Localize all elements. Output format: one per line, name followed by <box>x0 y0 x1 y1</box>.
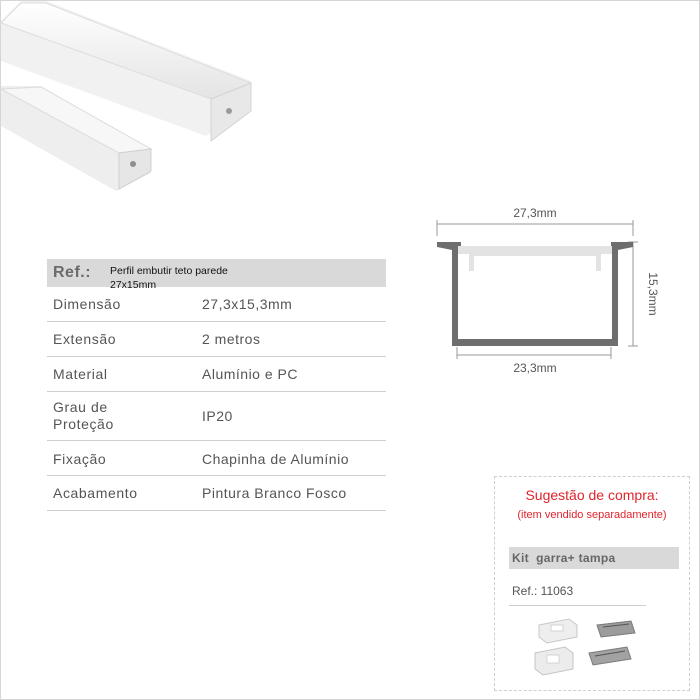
spec-value: Chapinha de Alumínio <box>202 451 349 467</box>
spec-value: Alumínio e PC <box>202 366 298 382</box>
mounting-clip-part <box>597 621 635 637</box>
spec-value: IP20 <box>202 408 233 424</box>
kit-label: Kit garra+ tampa <box>512 551 616 565</box>
dim-height-label: 15,3mm <box>646 272 660 316</box>
kit-header <box>509 547 679 569</box>
spec-row-extensao <box>47 322 386 357</box>
spec-value: 2 metros <box>202 331 261 347</box>
kit-ref: Ref.: 11063 <box>512 584 574 598</box>
purchase-suggestion-box <box>494 476 690 691</box>
kit-parts-image <box>531 613 661 683</box>
mounting-clip-part <box>589 647 631 665</box>
suggestion-subtitle: (item vendido separadamente) <box>517 509 667 521</box>
spec-value: Pintura Branco Fosco <box>202 485 347 501</box>
spec-row-grau-protecao <box>47 392 386 441</box>
spec-key: Material <box>53 366 108 382</box>
spec-key: Acabamento <box>53 485 138 501</box>
end-cap-part <box>535 647 573 675</box>
spec-row-fixacao <box>47 441 386 476</box>
ref-description: Perfil embutir teto parede 27x15mm <box>110 265 228 291</box>
spec-row-acabamento <box>47 476 386 511</box>
spec-key: Dimensão <box>53 296 121 312</box>
spec-row-dimensao <box>47 287 386 322</box>
spec-key: Grau de Proteção <box>53 399 114 432</box>
ref-label: Ref.: <box>53 264 92 281</box>
ref-header <box>47 259 386 291</box>
spec-row-material <box>47 357 386 392</box>
product-photo <box>1 1 271 201</box>
spec-key: Extensão <box>53 331 117 347</box>
suggestion-title: Sugestão de compra: <box>525 487 659 503</box>
end-cap-part <box>539 619 577 643</box>
spec-value: 27,3x15,3mm <box>202 296 293 312</box>
profile-dimension-diagram <box>425 200 665 385</box>
dim-bottom-label: 23,3mm <box>513 361 557 375</box>
spec-key: Fixação <box>53 451 107 467</box>
dim-top-label: 27,3mm <box>513 206 557 220</box>
spec-table <box>47 259 386 511</box>
kit-divider <box>509 605 646 606</box>
